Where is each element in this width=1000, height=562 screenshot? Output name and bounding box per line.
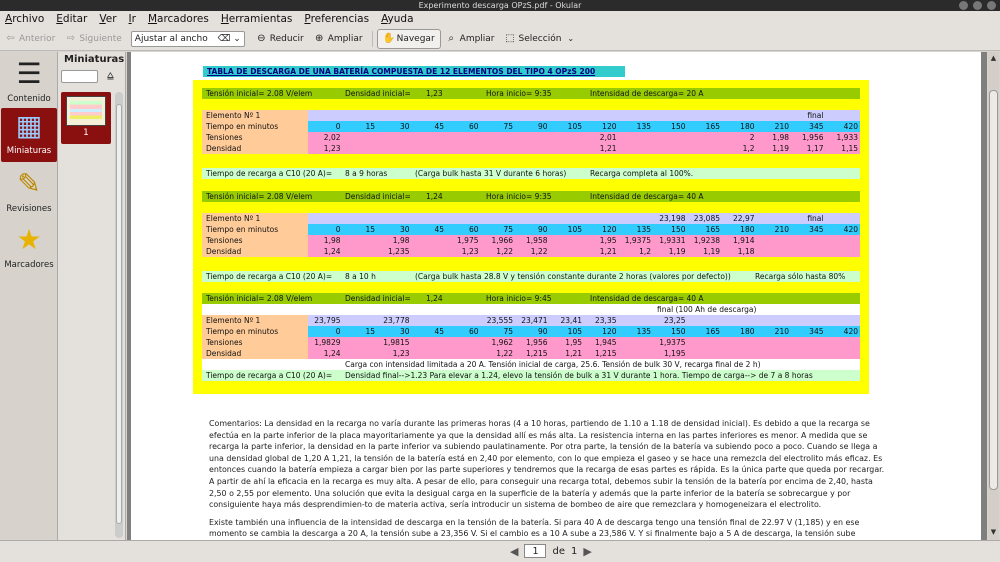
table-cell: 420 (843, 225, 858, 234)
table-cell: 1,24 (323, 247, 341, 256)
row-label: Tensiones (202, 132, 308, 143)
table-cell: 1,9815 (383, 338, 410, 347)
table-cell: 1,2 (742, 144, 755, 153)
table-cell: 1,18 (737, 247, 755, 256)
table-cell: 105 (567, 122, 582, 131)
comments-block (209, 418, 889, 540)
table-cell: 0 (335, 225, 341, 234)
row-cells (308, 213, 860, 224)
table-header-row (202, 293, 860, 304)
selection-icon: ⬚ (505, 33, 515, 44)
table-row-densidad (202, 348, 860, 359)
thumbnail-page-number: 1 (83, 128, 89, 138)
row-cells (308, 326, 860, 337)
recharge-result: Recarga completa al 100%. (590, 169, 694, 178)
table-cell: 23,41 (560, 316, 582, 325)
table-cell: 1,958 (526, 236, 548, 245)
contents-icon: ☰ (16, 57, 42, 90)
table-cell: 23,198 (659, 214, 686, 223)
menu-ir[interactable]: Ir (128, 13, 136, 25)
table-cell: 60 (468, 327, 479, 336)
chevron-down-icon[interactable]: ⌄ (567, 34, 575, 43)
table-cell: final (807, 111, 824, 120)
table-row-tensiones (202, 132, 860, 143)
table-cell: 15 (365, 327, 375, 336)
menu-herramientas[interactable]: Herramientas (220, 13, 293, 25)
comment-paragraph: Existe también una influencia de la intensidad de descarga en la tensión de la batería. Si para 40 A de descarga tengo una tensión final de 22.97 V (1,185) y en ese momento se cambia la descarga a 20 A, la tensión sube a 23,356 V. Si el cambio es a 10 A sube a 23,586 V. Y si finalmente bajo a 5 A de descarga, la tensión sube (209, 517, 860, 539)
table-cell: 1,956 (526, 338, 548, 347)
table-cell: 1,9238 (693, 236, 720, 245)
row-label: Elemento Nº 1 (202, 110, 308, 121)
table-cell: 1,23 (461, 247, 479, 256)
sidebar-item-marcadores[interactable]: ★ Marcadores (1, 222, 57, 274)
initial-density-label: Densidad inicial= (345, 192, 411, 201)
table-cell: 150 (671, 122, 686, 131)
table-cell: 30 (399, 122, 410, 131)
table-note-row (202, 304, 860, 315)
table-row-densidad (202, 143, 860, 154)
table-cell: 1,98 (323, 236, 341, 245)
table-cell: 1,22 (530, 247, 548, 256)
minimize-button[interactable] (959, 1, 968, 10)
row-cells (308, 110, 860, 121)
status-bar (0, 540, 1000, 562)
window-controls (959, 1, 996, 10)
initial-voltage: Tensión inicial= 2.08 V/elem (206, 89, 313, 98)
row-label: Tiempo en minutos (202, 326, 308, 337)
table-cell: 90 (537, 327, 548, 336)
main-toolbar (0, 27, 1000, 51)
table-cell: 1,933 (836, 133, 858, 142)
arrow-right-icon: ⇨ (66, 33, 76, 44)
row-cells (308, 132, 860, 143)
table-cell: 75 (503, 122, 513, 131)
table-cell: 90 (537, 225, 548, 234)
page-navigator (510, 544, 592, 558)
table-cell: 1,195 (664, 349, 686, 358)
row-cells (308, 315, 860, 326)
table-cell: 0 (335, 122, 341, 131)
table-cell: 1,19 (703, 247, 720, 256)
document-scrollbar[interactable] (988, 52, 999, 540)
table-cell: 1,945 (595, 338, 617, 347)
menu-preferencias[interactable]: Preferencias (304, 13, 370, 25)
table-cell: 15 (365, 122, 375, 131)
maximize-button[interactable] (973, 1, 982, 10)
table-cell: 1,235 (388, 247, 410, 256)
scroll-down-icon[interactable]: ▼ (990, 528, 997, 536)
row-label: Elemento Nº 1 (202, 315, 308, 326)
sidebar-item-miniaturas[interactable]: ▦ Miniaturas (1, 108, 57, 162)
table-cell: 1,98 (392, 236, 410, 245)
table-row-elemento (202, 213, 860, 224)
thumbnails-icon: ▦ (15, 109, 43, 142)
table-cell: 30 (399, 225, 410, 234)
next-page-button[interactable]: ⇨ Siguiente (66, 33, 122, 44)
table-cell: 1,215 (595, 349, 617, 358)
row-cells (308, 121, 860, 132)
initial-density-value: 1,24 (426, 192, 443, 201)
table-cell: 1,23 (392, 349, 410, 358)
clear-icon[interactable]: ⌫ ⌄ (217, 33, 241, 44)
discharge-current: Intensidad de descarga= 20 A (590, 89, 704, 98)
table-cell: 420 (843, 327, 858, 336)
of-label: de (552, 545, 565, 557)
table-cell: 1,9331 (659, 236, 686, 245)
discharge-current: Intensidad de descarga= 40 A (590, 192, 704, 201)
first-page-icon[interactable]: ◀ (510, 544, 519, 558)
table-row-tensiones (202, 235, 860, 246)
initial-voltage: Tensión inicial= 2.08 V/elem (206, 192, 313, 201)
table-cell: 1,962 (491, 338, 513, 347)
table-cell: 135 (636, 225, 651, 234)
table-cell: 1,95 (565, 338, 582, 347)
table-cell: 1,966 (491, 236, 513, 245)
table-cell: 23,35 (595, 316, 617, 325)
table-cell: 1,19 (668, 247, 686, 256)
table-cell: 345 (809, 225, 824, 234)
table-cell: 165 (705, 122, 720, 131)
table-cell: 1,17 (806, 144, 824, 153)
table-cell: 1,22 (496, 247, 513, 256)
hand-icon: ✋ (382, 33, 396, 44)
table-cell: 2,01 (599, 133, 617, 142)
sidebar (0, 52, 58, 540)
table-cell: 1,9375 (624, 236, 651, 245)
table-cell: 23,085 (693, 214, 720, 223)
table-cell: 120 (602, 122, 617, 131)
recharge-time: 8 a 10 h (345, 272, 376, 281)
table-cell: 1,21 (599, 144, 617, 153)
recharge-row (202, 168, 860, 179)
zoom-select[interactable]: Ajustar al ancho ⌫ ⌄ (131, 31, 245, 47)
table-cell: 180 (740, 225, 755, 234)
table-row-tiempo (202, 121, 860, 132)
table-cell: 135 (636, 327, 651, 336)
pdf-page (131, 52, 981, 540)
recharge-time: 8 a 9 horas (345, 169, 388, 178)
table-cell: 180 (740, 122, 755, 131)
toolbar-separator (372, 31, 373, 47)
charge-note: Carga con intensidad limitada a 20 A. Tensión inicial de carga, 25.6. Tensión de bulk 30 V, recarga final de 2 h) (345, 360, 761, 369)
thumbnails-scrollbar[interactable] (115, 92, 123, 538)
comment-paragraph: Comentarios: La densidad en la recarga no varía durante las primeras horas (4 a 10 horas, partiendo de 1.10 a 1.18 de densidad inicial). Es debido a que la recarga se efectúa en la parte inferior de la placa mayoritariamente ya que la densidad allí es más alta. La resistencia interna en las partes inferiores es menor. A medida que se recarga la parte inferior, la densidad en la parte inferior va subiendo paulatinamente. Por otra parte, la tensión de la batería va subiendo poco a poco. Cuando se llega a una densidad global de 1,20 A 1,21, la tensión de la batería está en 2,40 por elemento, con lo que empieza el gaseo y se hace una remezcla del electrolito más eficaz. Es entonces cuando la batería empieza a cargar bien por las parte superiores y tendremos que la recarga de esas partes es rápida. Es la única parte que queda por recargar. A partir de ahí la eficacia en la recarga es muy alta. A pesar de ello, para conseguir una recarga total, debemos subir la tensión de la batería por encima de 2,40, hasta 2,50 o 2,55 por elemento. Una solución que evita la desigual carga en la superficie de la batería y además que la parte inferior de la batería se sobrecargue y por consiguiente haya más desprendimien-to de materia activa, sería introducir un sistema de bombeo de aire que remezclara y homogeneizara el electrolito. (209, 419, 885, 510)
row-cells (308, 235, 860, 246)
selection-tool-button[interactable]: ⬚ Selección ⌄ (505, 33, 575, 44)
recharge-method: (Carga bulk hasta 28.8 V y tensión constante durante 2 horas (valores por defecto)) (415, 272, 731, 281)
menu-ayuda[interactable]: Ayuda (381, 13, 414, 25)
prev-page-button[interactable]: ⇦ Anterior (6, 33, 56, 44)
row-cells (308, 246, 860, 257)
last-page-icon[interactable]: ▶ (583, 544, 592, 558)
menu-editar[interactable]: Editar (56, 13, 88, 25)
scroll-up-icon[interactable]: ▲ (990, 54, 997, 62)
start-time: Hora inicio= 9:35 (486, 89, 552, 98)
table-cell: 2,02 (323, 133, 341, 142)
table-cell: 165 (705, 225, 720, 234)
table-row-tiempo (202, 224, 860, 235)
table-cell: 1,19 (772, 144, 789, 153)
table-row-densidad (202, 246, 860, 257)
start-time: Hora inicio= 9:45 (486, 294, 552, 303)
table-row-elemento (202, 110, 860, 121)
table-cell: 150 (671, 327, 686, 336)
row-label: Tiempo en minutos (202, 224, 308, 235)
zoom-in-icon: ⊕ (315, 33, 324, 44)
table-cell: 23,778 (383, 316, 410, 325)
table-cell: 210 (774, 225, 789, 234)
table-cell: 150 (671, 225, 686, 234)
table-cell: 75 (503, 225, 513, 234)
table-row-elemento (202, 315, 860, 326)
table-cell: 23,25 (664, 316, 686, 325)
table-header-row (202, 191, 860, 202)
table-header-row (202, 88, 860, 99)
row-cells (308, 348, 860, 359)
table-cell: 1,98 (772, 133, 789, 142)
table-cell: 0 (335, 327, 341, 336)
zoom-tool-button[interactable]: ⌕ Ampliar (441, 29, 500, 49)
thumbnail-image (66, 96, 106, 126)
row-cells (308, 337, 860, 348)
table-row-tensiones (202, 337, 860, 348)
table-note: final (100 Ah de descarga) (657, 305, 757, 314)
table-cell: 1,914 (733, 236, 755, 245)
table-cell: 1,24 (323, 349, 341, 358)
table-cell: 345 (809, 122, 824, 131)
row-label: Densidad (202, 143, 308, 154)
row-cells (308, 224, 860, 235)
table-cell: 1,975 (457, 236, 479, 245)
table-cell: 90 (537, 122, 548, 131)
table-cell: 23,555 (486, 316, 513, 325)
recharge-row (202, 271, 860, 282)
pencil-icon: ✎ (17, 167, 41, 200)
magnifier-icon: ⌕ (448, 33, 454, 44)
table-cell: 30 (399, 327, 410, 336)
table-cell: 75 (503, 327, 513, 336)
row-label: Densidad (202, 348, 308, 359)
row-label: Tensiones (202, 337, 308, 348)
sidebar-item-contenido[interactable]: ☰ Contenido (1, 56, 57, 108)
table-cell: 105 (567, 327, 582, 336)
initial-density-value: 1,23 (426, 89, 443, 98)
table-cell: final (807, 214, 824, 223)
zoom-in-button[interactable]: ⊕ Ampliar (315, 33, 363, 44)
table-cell: 1,21 (599, 247, 617, 256)
initial-density-label: Densidad inicial= (345, 294, 411, 303)
table-cell: 105 (567, 225, 582, 234)
scrollbar-thumb[interactable] (989, 90, 998, 490)
table-cell: 1,215 (526, 349, 548, 358)
table-cell: 1,956 (802, 133, 824, 142)
table-cell: 45 (434, 225, 444, 234)
table-cell: 1,21 (565, 349, 582, 358)
table-cell: 45 (434, 327, 444, 336)
initial-density-label: Densidad inicial= (345, 89, 411, 98)
filter-icon[interactable]: ⩠ (107, 69, 114, 82)
row-label: Densidad (202, 246, 308, 257)
recharge-label: Tiempo de recarga a C10 (20 A)= (206, 371, 333, 380)
window-titlebar (0, 0, 1000, 11)
row-cells (308, 143, 860, 154)
table-cell: 210 (774, 122, 789, 131)
window-title: Experimento descarga OPzS.pdf - Okular (418, 1, 582, 10)
table-cell: 345 (809, 327, 824, 336)
page-thumbnail[interactable] (61, 92, 111, 144)
table-row-tiempo (202, 326, 860, 337)
menu-archivo[interactable]: Archivo (5, 13, 45, 25)
page-number-input[interactable]: 1 (524, 544, 546, 558)
table-cell: 1,9375 (659, 338, 686, 347)
table-cell: 60 (468, 122, 479, 131)
total-pages: 1 (570, 545, 578, 557)
discharge-current: Intensidad de descarga= 40 A (590, 294, 704, 303)
table-cell: 23,795 (314, 316, 341, 325)
recharge-result: Recarga sólo hasta 80% (755, 272, 846, 281)
row-label: Tiempo en minutos (202, 121, 308, 132)
thumbnail-search-input[interactable] (61, 70, 98, 83)
row-label: Elemento Nº 1 (202, 213, 308, 224)
zoom-out-button[interactable]: ⊖ Reducir (257, 33, 304, 44)
document-viewer (127, 52, 987, 540)
arrow-left-icon: ⇦ (6, 33, 15, 44)
recharge-label: Tiempo de recarga a C10 (20 A)= (206, 169, 333, 178)
thumbnails-title: Miniaturas (64, 54, 125, 65)
initial-voltage: Tensión inicial= 2.08 V/elem (206, 294, 313, 303)
table-cell: 120 (602, 327, 617, 336)
close-button[interactable] (987, 1, 996, 10)
table-cell: 22,97 (733, 214, 755, 223)
menubar (0, 11, 1000, 27)
recharge-method: (Carga bulk hasta 31 V durante 6 horas) (415, 169, 567, 178)
sidebar-item-revisiones[interactable]: ✎ Revisiones (1, 166, 57, 218)
table-cell: 210 (774, 327, 789, 336)
menu-marcadores[interactable]: Marcadores (147, 13, 209, 25)
recharge-label: Tiempo de recarga a C10 (20 A)= (206, 272, 333, 281)
table-cell: 2 (749, 133, 755, 142)
table-cell: 135 (636, 122, 651, 131)
table-cell: 1,9829 (314, 338, 341, 347)
row-label: Tensiones (202, 235, 308, 246)
zoom-out-icon: ⊖ (257, 33, 266, 44)
table-cell: 45 (434, 122, 444, 131)
star-icon: ★ (16, 223, 42, 256)
table-cell: 180 (740, 327, 755, 336)
menu-ver[interactable]: Ver (99, 13, 117, 25)
table-cell: 1,22 (496, 349, 513, 358)
thumbnails-panel (58, 52, 126, 540)
table-cell: 23,471 (521, 316, 548, 325)
start-time: Hora inicio= 9:35 (486, 192, 552, 201)
table-cell: 15 (365, 225, 375, 234)
table-post-note-row (202, 359, 860, 370)
table-cell: 1,95 (599, 236, 617, 245)
table-cell: 420 (843, 122, 858, 131)
table-cell: 1,23 (323, 144, 341, 153)
table-cell: 60 (468, 225, 479, 234)
recharge-time: Densidad final-->1.23 Para elevar a 1.24, elevo la tensión de bulk a 31 V durante 1 hora. Tiempo de carga--> de 7 a 8 horas (345, 371, 813, 380)
table-cell: 1,2 (639, 247, 651, 256)
initial-density-value: 1,24 (426, 294, 443, 303)
table-cell: 165 (705, 327, 720, 336)
browse-tool-button[interactable]: ✋ Navegar (377, 29, 441, 49)
table-cell: 1,15 (841, 144, 858, 153)
table-cell: 120 (602, 225, 617, 234)
recharge-row (202, 370, 860, 381)
document-title: TABLA DE DESCARGA DE UNA BATERÍA COMPUESTA DE 12 ELEMENTOS DEL TIPO 4 OPzS 200 (203, 66, 625, 77)
